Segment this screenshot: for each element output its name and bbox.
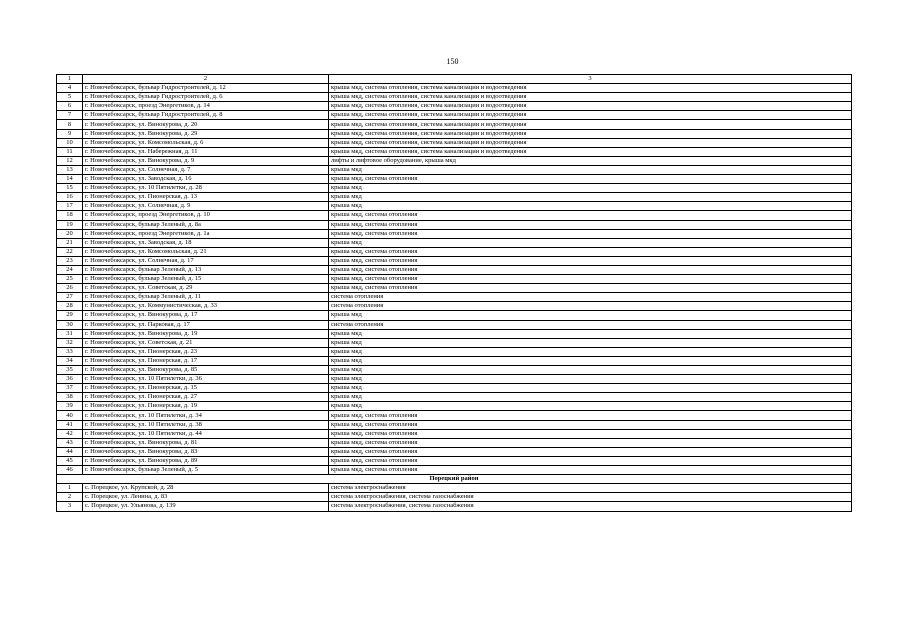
row-works: система отопления — [329, 302, 852, 311]
row-number: 7 — [57, 111, 83, 120]
table-row — [57, 211, 852, 220]
table-row — [57, 147, 852, 156]
table-row — [57, 356, 852, 365]
row-number: 40 — [57, 411, 83, 420]
row-number: 31 — [57, 329, 83, 338]
row-works: крыша мкд — [329, 384, 852, 393]
table-row — [57, 420, 852, 429]
row-number: 13 — [57, 165, 83, 174]
table-row — [57, 275, 852, 284]
row-works: крыша мкд, система отопления — [329, 411, 852, 420]
table-row — [57, 402, 852, 411]
table-row — [57, 302, 852, 311]
table-row — [57, 438, 852, 447]
table-row — [57, 265, 852, 274]
row-works: крыша мкд, система отопления, система канализации и водоотведения — [329, 111, 852, 120]
row-address: г. Новочебоксарск, ул. 10 Пятилетки, д. 34 — [83, 411, 329, 420]
row-number: 12 — [57, 156, 83, 165]
table-row — [57, 120, 852, 129]
row-number: 21 — [57, 238, 83, 247]
row-works: крыша мкд — [329, 238, 852, 247]
row-address: г. Новочебоксарск, ул. Винокурова, д. 83 — [83, 447, 329, 456]
row-number: 37 — [57, 384, 83, 393]
row-works: крыша мкд, система отопления, система канализации и водоотведения — [329, 138, 852, 147]
table-row — [57, 229, 852, 238]
row-works: крыша мкд, система отопления — [329, 220, 852, 229]
row-number: 6 — [57, 102, 83, 111]
row-works: крыша мкд — [329, 338, 852, 347]
row-number: 27 — [57, 293, 83, 302]
table-row — [57, 375, 852, 384]
row-number: 38 — [57, 393, 83, 402]
row-works: крыша мкд — [329, 366, 852, 375]
table-row — [57, 129, 852, 138]
row-number: 2 — [57, 493, 83, 502]
row-number: 23 — [57, 256, 83, 265]
row-address: г. Новочебоксарск, ул. Парковая, д. 17 — [83, 320, 329, 329]
row-works: крыша мкд, система отопления — [329, 247, 852, 256]
row-address: г. Новочебоксарск, бульвар Гидростроителей, д. 8 — [83, 111, 329, 120]
row-works: крыша мкд, система отопления, система канализации и водоотведения — [329, 129, 852, 138]
row-works: система электроснабжения — [329, 484, 852, 493]
row-address: г. Новочебоксарск, ул. Комсомольская, д. 21 — [83, 247, 329, 256]
row-address: г. Новочебоксарск, ул. Винокурова, д. 89 — [83, 456, 329, 465]
row-number: 11 — [57, 147, 83, 156]
row-address: г. Новочебоксарск, ул. Советская, д. 29 — [83, 284, 329, 293]
row-address: г. Новочебоксарск, бульвар Зеленый, д. 8а — [83, 220, 329, 229]
row-works: крыша мкд — [329, 184, 852, 193]
row-address: г. Новочебоксарск, ул. Винокурова, д. 9 — [83, 156, 329, 165]
row-number: 43 — [57, 438, 83, 447]
table-row — [57, 175, 852, 184]
row-works: крыша мкд, система отопления — [329, 275, 852, 284]
row-address: г. Новочебоксарск, ул. Винокурова, д. 85 — [83, 366, 329, 375]
row-number: 25 — [57, 275, 83, 284]
table-row — [57, 247, 852, 256]
row-works: крыша мкд, система отопления — [329, 211, 852, 220]
row-address: г. Новочебоксарск, ул. Винокурова, д. 81 — [83, 438, 329, 447]
row-works: крыша мкд, система отопления — [329, 456, 852, 465]
row-number: 39 — [57, 402, 83, 411]
row-number: 35 — [57, 366, 83, 375]
row-works: крыша мкд, система отопления — [329, 175, 852, 184]
row-number: 16 — [57, 193, 83, 202]
row-number: 33 — [57, 347, 83, 356]
row-works: крыша мкд, система отопления, система канализации и водоотведения — [329, 93, 852, 102]
row-number: 36 — [57, 375, 83, 384]
row-number: 15 — [57, 184, 83, 193]
row-number: 32 — [57, 338, 83, 347]
row-address: г. Новочебоксарск, бульвар Зеленый, д. 15 — [83, 275, 329, 284]
page-number: 150 — [446, 57, 459, 66]
table-row — [57, 466, 852, 475]
table-row — [57, 84, 852, 93]
table-row — [57, 366, 852, 375]
row-works: крыша мкд — [329, 393, 852, 402]
row-works: крыша мкд — [329, 347, 852, 356]
row-address: с. Порецкое, ул. Ленина, д. 83 — [83, 493, 329, 502]
row-works: крыша мкд, система отопления — [329, 429, 852, 438]
row-address: г. Новочебоксарск, ул. Пионерская, д. 23 — [83, 347, 329, 356]
table-row — [57, 456, 852, 465]
row-works: система отопления — [329, 320, 852, 329]
row-address: г. Новочебоксарск, ул. Пионерская, д. 17 — [83, 356, 329, 365]
table-row — [57, 202, 852, 211]
table-row — [57, 393, 852, 402]
row-address: г. Новочебоксарск, ул. Винокурова, д. 20 — [83, 120, 329, 129]
row-works: крыша мкд — [329, 402, 852, 411]
row-address: г. Новочебоксарск, проезд Энергетиков, д. 1а — [83, 229, 329, 238]
row-address: г. Новочебоксарск, ул. Солнечная, д. 7 — [83, 165, 329, 174]
row-address: г. Новочебоксарск, ул. Винокурова, д. 19 — [83, 329, 329, 338]
row-number: 4 — [57, 84, 83, 93]
row-works: крыша мкд, система отопления — [329, 420, 852, 429]
row-address: г. Новочебоксарск, бульвар Гидростроителей, д. 12 — [83, 84, 329, 93]
row-address: г. Новочебоксарск, ул. Солнечная, д. 17 — [83, 256, 329, 265]
row-works: крыша мкд — [329, 329, 852, 338]
table-row — [57, 411, 852, 420]
table-row — [57, 102, 852, 111]
row-address: г. Новочебоксарск, ул. Пионерская, д. 13 — [83, 193, 329, 202]
table-row — [57, 293, 852, 302]
table-row — [57, 111, 852, 120]
row-address: г. Новочебоксарск, бульвар Зеленый, д. 11 — [83, 293, 329, 302]
row-address: г. Новочебоксарск, проезд Энергетиков, д. 10 — [83, 211, 329, 220]
table-row — [57, 311, 852, 320]
row-address: г. Новочебоксарск, ул. 10 Пятилетки, д. 44 — [83, 429, 329, 438]
works-table — [56, 74, 852, 512]
row-address: г. Новочебоксарск, бульвар Зеленый, д. 5 — [83, 466, 329, 475]
table-row — [57, 256, 852, 265]
row-address: г. Новочебоксарск, бульвар Гидростроителей, д. 6 — [83, 93, 329, 102]
header-col-2: 2 — [83, 75, 329, 84]
row-works: крыша мкд — [329, 375, 852, 384]
row-number: 26 — [57, 284, 83, 293]
row-works: крыша мкд — [329, 311, 852, 320]
row-address: г. Новочебоксарск, ул. Винокурова, д. 29 — [83, 129, 329, 138]
row-address: г. Новочебоксарск, ул. Коммунистическая, д. 33 — [83, 302, 329, 311]
row-number: 29 — [57, 311, 83, 320]
table-row — [57, 320, 852, 329]
row-address: г. Новочебоксарск, бульвар Зеленый, д. 13 — [83, 265, 329, 274]
table-row — [57, 384, 852, 393]
row-number: 20 — [57, 229, 83, 238]
row-number: 5 — [57, 93, 83, 102]
row-works: крыша мкд, система отопления — [329, 447, 852, 456]
table-row — [57, 193, 852, 202]
row-number: 34 — [57, 356, 83, 365]
row-number: 41 — [57, 420, 83, 429]
table-row — [57, 93, 852, 102]
table-row — [57, 156, 852, 165]
row-address: г. Новочебоксарск, ул. Комсомольская, д. 6 — [83, 138, 329, 147]
row-number: 18 — [57, 211, 83, 220]
row-address: г. Новочебоксарск, ул. Винокурова, д. 17 — [83, 311, 329, 320]
header-col-3: 3 — [329, 75, 852, 84]
row-address: г. Новочебоксарск, ул. Пионерская, д. 19 — [83, 402, 329, 411]
table-row — [57, 220, 852, 229]
row-address: г. Новочебоксарск, ул. Пионерская, д. 27 — [83, 393, 329, 402]
table-row — [57, 238, 852, 247]
table-row — [57, 447, 852, 456]
row-number: 28 — [57, 302, 83, 311]
row-works: крыша мкд, система отопления — [329, 229, 852, 238]
row-works: крыша мкд, система отопления, система канализации и водоотведения — [329, 102, 852, 111]
row-works: крыша мкд — [329, 193, 852, 202]
row-works: крыша мкд, система отопления — [329, 438, 852, 447]
row-number: 3 — [57, 502, 83, 511]
row-address: с. Порецкое, ул. Ульянова, д. 139 — [83, 502, 329, 511]
row-address: г. Новочебоксарск, ул. 10 Пятилетки, д. 36 — [83, 375, 329, 384]
row-number: 30 — [57, 320, 83, 329]
row-address: г. Новочебоксарск, ул. Пионерская, д. 15 — [83, 384, 329, 393]
row-works: крыша мкд, система отопления — [329, 466, 852, 475]
table-row — [57, 502, 852, 511]
row-address: г. Новочебоксарск, ул. Заводская, д. 16 — [83, 175, 329, 184]
table-row — [57, 284, 852, 293]
row-works: крыша мкд — [329, 202, 852, 211]
row-number: 19 — [57, 220, 83, 229]
row-works: крыша мкд, система отопления — [329, 284, 852, 293]
row-address: г. Новочебоксарск, ул. 10 Пятилетки, д. 38 — [83, 420, 329, 429]
row-number: 17 — [57, 202, 83, 211]
row-address: г. Новочебоксарск, ул. 10 Пятилетки, д. 28 — [83, 184, 329, 193]
table-row — [57, 329, 852, 338]
table-row — [57, 484, 852, 493]
row-address: с. Порецкое, ул. Крупской, д. 28 — [83, 484, 329, 493]
row-works: крыша мкд, система отопления, система канализации и водоотведения — [329, 147, 852, 156]
row-works: крыша мкд, система отопления — [329, 265, 852, 274]
row-works: крыша мкд, система отопления — [329, 256, 852, 265]
row-number: 24 — [57, 265, 83, 274]
section-row — [57, 475, 852, 484]
header-col-1: 1 — [57, 75, 83, 84]
table-row — [57, 338, 852, 347]
row-address: г. Новочебоксарск, ул. Заводская, д. 18 — [83, 238, 329, 247]
row-address: г. Новочебоксарск, проезд Энергетиков, д. 14 — [83, 102, 329, 111]
row-number: 44 — [57, 447, 83, 456]
row-number: 45 — [57, 456, 83, 465]
row-number: 42 — [57, 429, 83, 438]
row-works: система электроснабжения, система газоснабжения — [329, 493, 852, 502]
row-address: г. Новочебоксарск, ул. Советская, д. 21 — [83, 338, 329, 347]
row-works: крыша мкд, система отопления, система канализации и водоотведения — [329, 120, 852, 129]
row-number: 9 — [57, 129, 83, 138]
row-number: 46 — [57, 466, 83, 475]
table-row — [57, 138, 852, 147]
row-number: 1 — [57, 484, 83, 493]
row-works: система отопления — [329, 293, 852, 302]
row-works: система электроснабжения, система газоснабжения — [329, 502, 852, 511]
row-address: г. Новочебоксарск, ул. Набережная, д. 11 — [83, 147, 329, 156]
table-row — [57, 493, 852, 502]
row-address: г. Новочебоксарск, ул. Солнечная, д. 9 — [83, 202, 329, 211]
table-header-row — [57, 75, 852, 84]
row-number: 8 — [57, 120, 83, 129]
row-number: 10 — [57, 138, 83, 147]
table-row — [57, 429, 852, 438]
row-works: крыша мкд, система отопления, система канализации и водоотведения — [329, 84, 852, 93]
section-title: Порецкий район — [57, 475, 852, 484]
row-number: 14 — [57, 175, 83, 184]
row-works: лифты и лифтовое оборудование, крыша мкд — [329, 156, 852, 165]
row-works: крыша мкд — [329, 356, 852, 365]
row-works: крыша мкд — [329, 165, 852, 174]
row-number: 22 — [57, 247, 83, 256]
table-row — [57, 184, 852, 193]
table-row — [57, 347, 852, 356]
table-row — [57, 165, 852, 174]
